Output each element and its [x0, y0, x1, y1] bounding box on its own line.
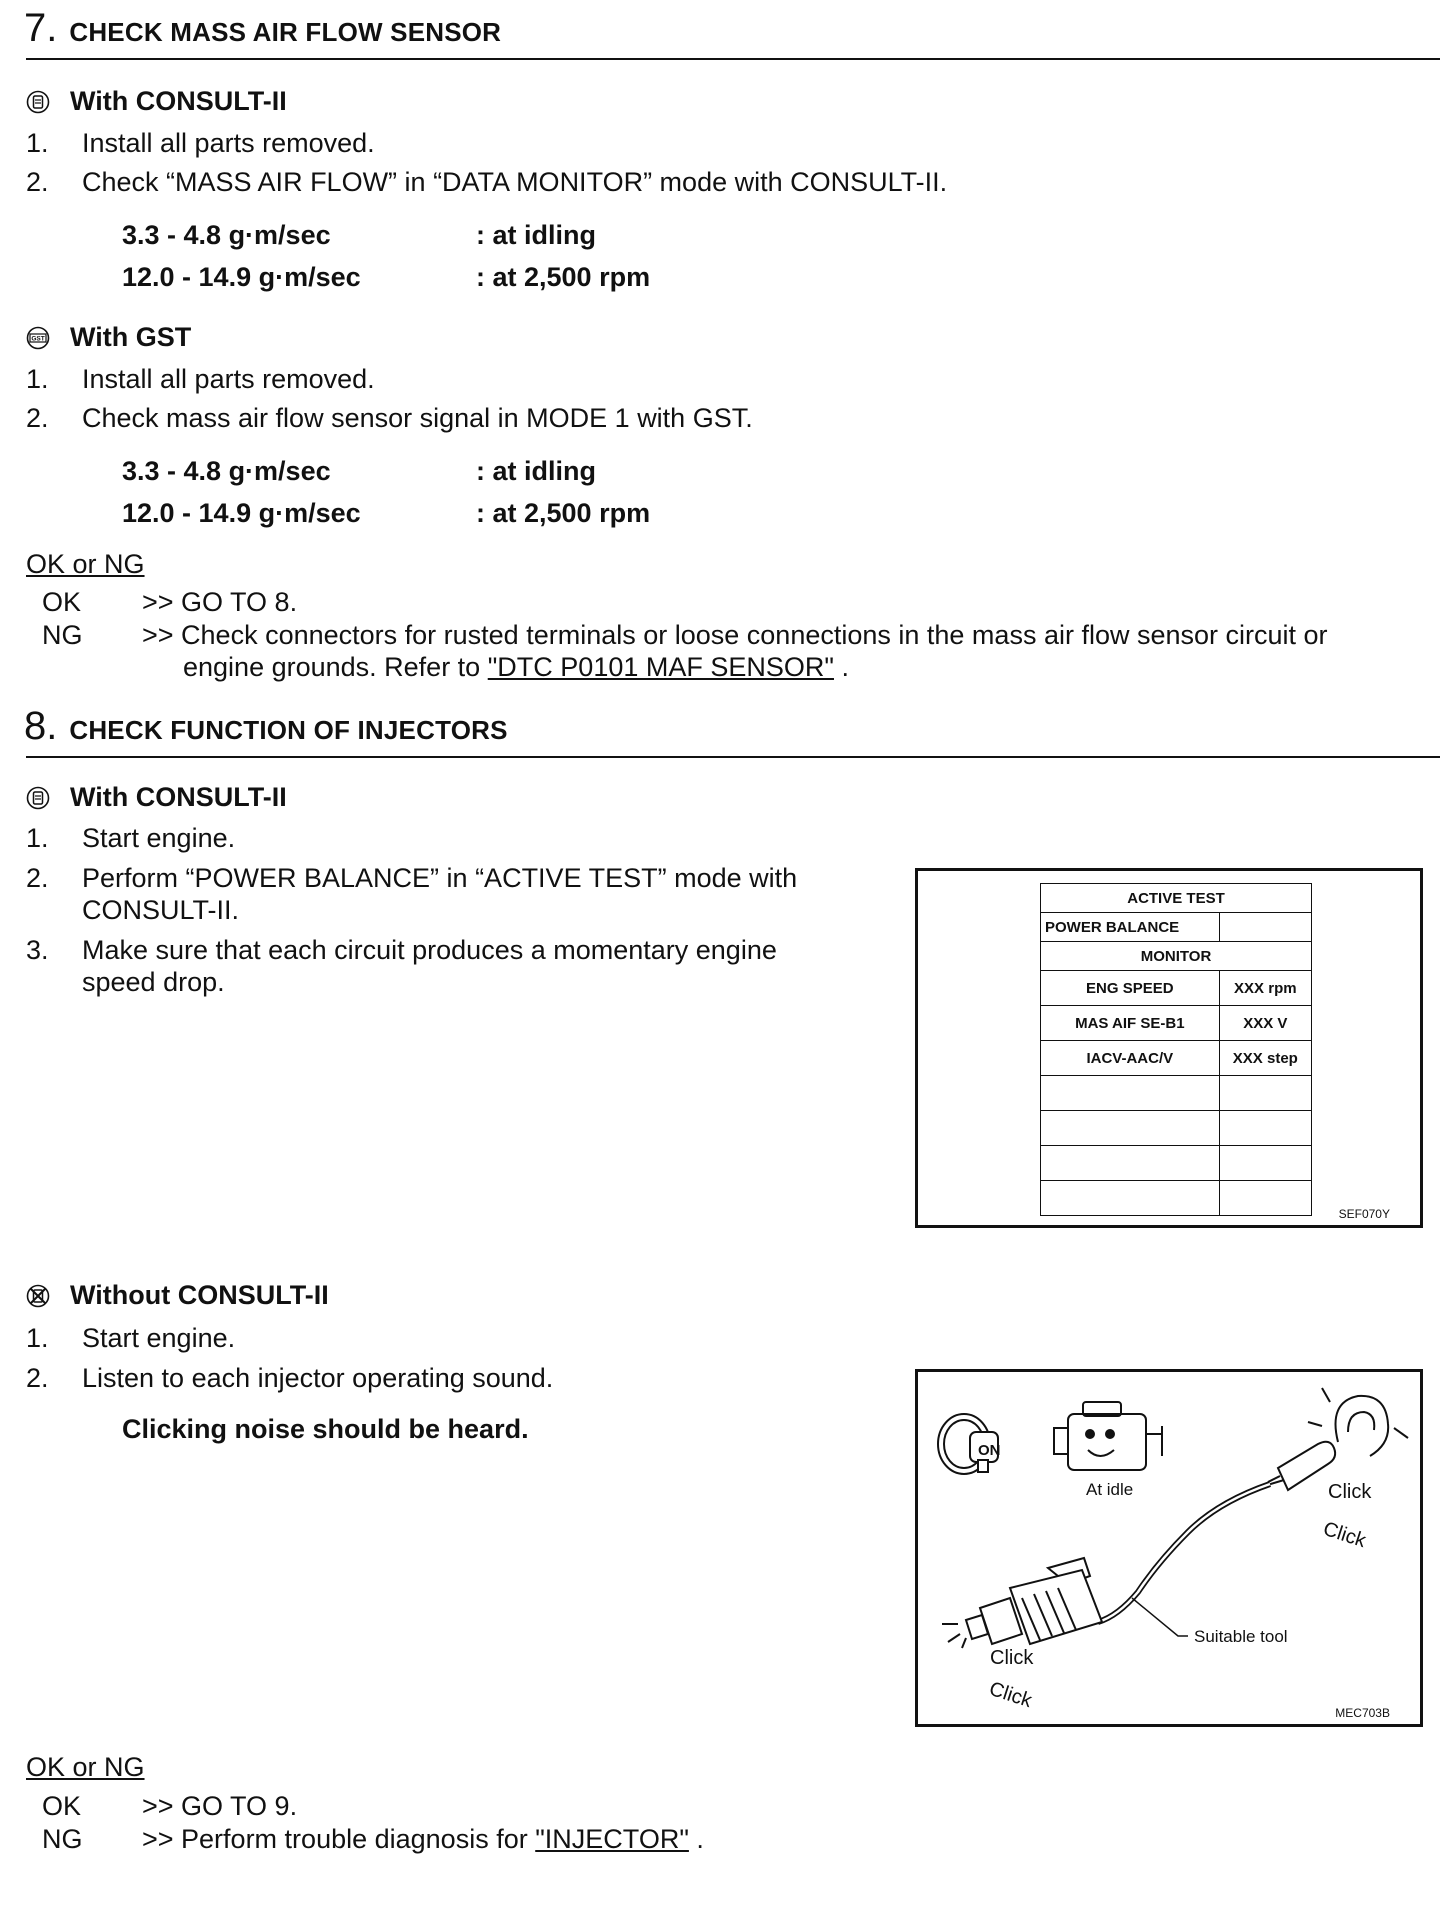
no-consult-icon [26, 1284, 50, 1308]
list-item: 2. Check “MASS AIR FLOW” in “DATA MONITOR” mode with CONSULT-II. [26, 167, 948, 197]
divider [26, 58, 1440, 60]
click-label: Click [986, 1677, 1035, 1713]
list-item: 2. Check mass air flow sensor signal in MODE 1 with GST. [26, 403, 753, 433]
leader-line [1132, 1598, 1188, 1636]
ng-result: NG >> Perform trouble diagnosis for "INJECTOR" . [42, 1824, 704, 1854]
table-cell: MAS AIF SE-B1 [1041, 1006, 1220, 1041]
active-test-table [1040, 883, 1312, 1216]
click-label: Click [1320, 1517, 1369, 1553]
figure-code: SEF070Y [1338, 1207, 1390, 1221]
list-item: 1. Install all parts removed. [26, 364, 375, 394]
ok-or-ng-label: OK or NG [26, 1752, 145, 1782]
list-item: 1. Install all parts removed. [26, 128, 375, 158]
ok-result: OK >> GO TO 8. [42, 587, 298, 617]
heading-text: Without CONSULT-II [70, 1280, 329, 1310]
click-label: Click [990, 1647, 1034, 1669]
spec-row: 3.3 - 4.8 g·m/sec : at idling [122, 220, 596, 250]
ok-result: OK >> GO TO 9. [42, 1791, 298, 1821]
step-7-header [24, 8, 501, 48]
step-number: 8. [24, 704, 58, 748]
power-balance-cell: POWER BALANCE [1041, 913, 1220, 942]
heading-text: With GST [70, 322, 192, 352]
list-item: 3. Make sure that each circuit produces a momentary engine speed drop. [26, 935, 777, 997]
step-title: CHECK MASS AIR FLOW SENSOR [69, 17, 502, 47]
consult-tool-icon [26, 786, 50, 810]
injector-link[interactable]: "INJECTOR" [535, 1824, 689, 1854]
note-text: Clicking noise should be heard. [122, 1414, 529, 1444]
monitor-cell: MONITOR [1041, 942, 1312, 971]
heading-text: With CONSULT-II [70, 86, 287, 116]
consult-tool-icon [26, 90, 50, 114]
table-cell: ENG SPEED [1041, 971, 1220, 1006]
divider [26, 756, 1440, 758]
suitable-tool-label: Suitable tool [1194, 1627, 1288, 1646]
dtc-p0101-link[interactable]: "DTC P0101 MAF SENSOR" [487, 652, 834, 682]
stethoscope-tool [1098, 1442, 1335, 1622]
with-consult-heading [26, 782, 287, 813]
spec-row: 3.3 - 4.8 g·m/sec : at idling [122, 456, 596, 486]
list-item: 1. Start engine. [26, 823, 236, 853]
list-item: 1. Start engine. [26, 1323, 236, 1353]
table-header: ACTIVE TEST [1041, 884, 1312, 913]
on-label: ON [978, 1442, 1001, 1459]
without-consult-heading [26, 1280, 329, 1311]
ok-or-ng-label: OK or NG [26, 549, 145, 579]
figure-code: MEC703B [1335, 1706, 1390, 1720]
heading-text: With CONSULT-II [70, 782, 287, 812]
ng-result-cont: engine grounds. Refer to "DTC P0101 MAF SENSOR" . [183, 652, 850, 682]
engine-icon [1054, 1402, 1162, 1470]
table-cell: XXX rpm [1219, 971, 1311, 1006]
with-gst-heading [26, 322, 191, 353]
spec-row: 12.0 - 14.9 g·m/sec : at 2,500 rpm [122, 498, 651, 528]
click-label: Click [1328, 1481, 1372, 1503]
with-consult-heading [26, 86, 287, 117]
table-cell: XXX step [1219, 1041, 1311, 1076]
ng-result: NG >> Check connectors for rusted terminals or loose connections in the mass air flow sensor circuit or [42, 620, 1328, 650]
step-title: CHECK FUNCTION OF INJECTORS [69, 715, 508, 745]
spec-row: 12.0 - 14.9 g·m/sec : at 2,500 rpm [122, 262, 651, 292]
list-item: 2. Perform “POWER BALANCE” in “ACTIVE TEST” mode with CONSULT-II. [26, 863, 798, 925]
step-8-header [24, 706, 508, 746]
injector-sound-figure [915, 1369, 1423, 1727]
table-cell: IACV-AAC/V [1041, 1041, 1220, 1076]
step-number: 7. [24, 6, 58, 50]
list-item: 2. Listen to each injector operating sound. [26, 1363, 554, 1393]
injector-icon [942, 1558, 1102, 1648]
at-idle-label: At idle [1086, 1480, 1134, 1499]
gst-tool-icon [26, 326, 50, 350]
table-cell: XXX V [1219, 1006, 1311, 1041]
active-test-figure [915, 868, 1423, 1228]
svg-text:GST: GST [31, 335, 45, 343]
